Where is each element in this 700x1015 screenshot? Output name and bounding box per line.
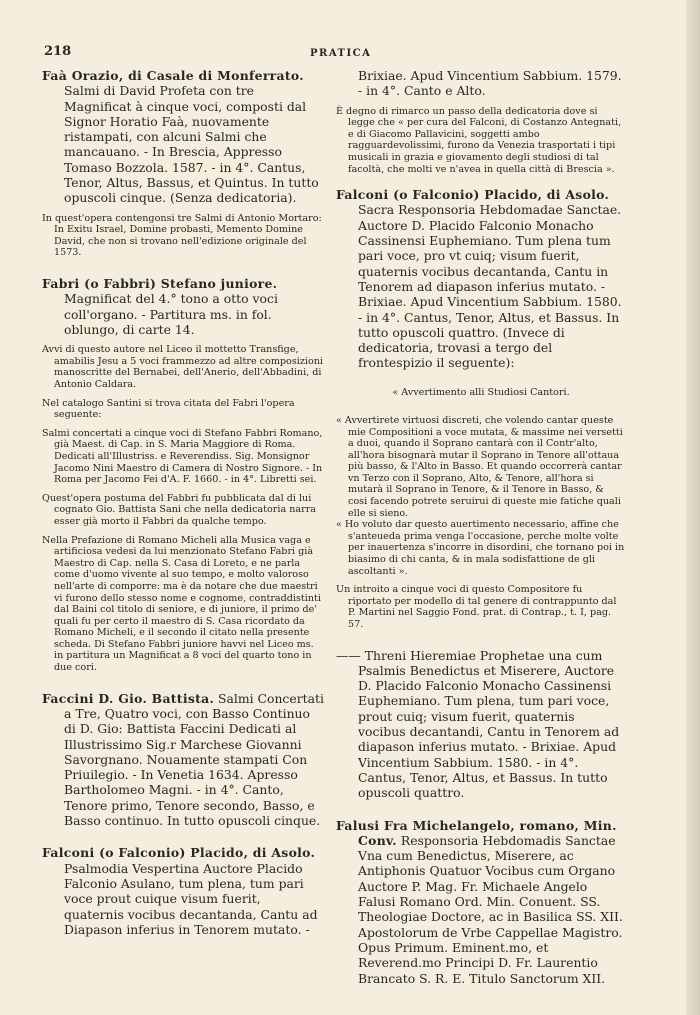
entry-heading: Falconi (o Falconio) Placido, di Asolo.	[42, 845, 316, 861]
entry-threni	[336, 648, 626, 801]
page-gutter-shadow	[686, 0, 700, 1015]
note-introito: Un introito a cinque voci di questo Compositore fu riportato per modello di tal genere di contrappunto dal P. Martini nel Saggio Fond. prat. di Contrap., t. I, pag. 57.	[336, 584, 617, 630]
entry-body: Salmi di David Profeta con tre Magnificat à cinque voci, composti dal Signor Horatio Faà, nuovamente ristampati, con alcuni Salmi che mancauano. - In Brescia, Appresso Tomaso Bozzola. 1587. - in 4°. Cantus, Tenor, Altus, Bassus, et Quintus. In tutto opuscoli cinque. (Senza dedicatoria).	[64, 83, 319, 206]
note-falconi-1: È degno di rimarco un passo della dedicatoria dove si legge che « per cura del Falconi, di Costanzo Antegnati, e di Giacomo Pallavicini, soggetti ambo ragguardevolissimi, furono da Venezia trasportati i tipi musicali in grazia e giovamento degli studiosi di tal facoltà, che molti ve n'avea in quella città di Brescia ».	[336, 105, 622, 175]
entry-fabri	[42, 276, 324, 337]
entry-body: Sacra Responsoria Hebdomadae Sanctae. Auctore D. Placido Falconio Monacho Cassinensi Euphemiano. Tum plena tum pari voce, pro vt cuiq; visum fuerit, quaternis vocibus decantanda, Cantu in Tenorem ad diapason inferius mutato. - Brixiae. Apud Vincentium Sabbium. 1580. - in 4°. Cantus, Tenor, Altus, et Bassus. In tutto opuscoli quattro. (Invece di dedicatoria, trovasi a tergo del frontespizio il seguente):	[358, 202, 622, 371]
note-faa: In quest'opera contengonsi tre Salmi di Antonio Mortaro: In Exitu Israel, Domine probasti, Memento Domine David, che non si trovano nell'edizione originale del 1573.	[42, 212, 322, 259]
entry-heading: Falconi (o Falconio) Placido, di Asolo.	[336, 187, 610, 203]
running-head: PRATICA	[310, 48, 372, 59]
entry-body: Psalmodia Vespertina Auctore Placido Falconio Asulano, tum plena, tum pari voce prout cuique visum fuerit, quaternis vocibus decantanda, Cantu ad Diapason inferius in Tenorem mutato. -	[64, 860, 318, 937]
entry-heading: Faà Orazio, di Casale di Monferrato.	[42, 68, 304, 83]
entry-body: Magnificat del 4.° tono a otto voci coll'organo. - Partitura ms. in fol. oblungo, di carte 14.	[64, 291, 278, 337]
note-fabri-5: Nella Prefazione di Romano Micheli alla Musica vaga e artificiosa vedesi da lui menzionato Stefano Fabri già Maestro di Cap. nella S. Casa di Loreto, e ne parla come d'uomo vivente al suo tempo, e molto valoroso nell'arte di comporre: ma è da notare che due maestri vi furono dello stesso nome e cognome, contraddistinti dal Baini col titolo di seniore, e di juniore, il primo de' quali fu per certo il maestro di S. Casa ricordato da Romano Micheli, e il secondo il citato nella presente scheda. Di Stefano Fabbri juniore havvi nel Liceo ms. in partitura un Magnificat a 8 voci del quarto tono in due cori.	[42, 534, 321, 674]
note-fabri-3: Salmi concertati a cinque voci di Stefano Fabbri Romano, già Maest. di Cap. in S. Maria Maggiore di Roma. Dedicati all'Illustriss. e Reverendiss. Sig. Monsignor Jacomo Nini Maestro di Camera di Nostro Signore. - In Roma per Jacomo Fei d'A. F. 1660. - in 4°. Libretti sei.	[42, 427, 323, 486]
entry-falconi-2	[336, 187, 626, 371]
note-fabri-4: Quest'opera postuma del Fabbri fu pubblicata dal di lui cognato Gio. Battista Sani che nella dedicatoria narra esser già morto il Fabbri da qualche tempo.	[42, 492, 317, 527]
avvertimento-title: « Avvertimento alli Studiosi Cantori.	[392, 387, 570, 399]
entry-faccini	[42, 691, 324, 829]
note-fabri-2: Nel catalogo Santini si trova citata del Fabri l'opera seguente:	[42, 397, 295, 421]
entry-body: Responsoria Hebdomadis Sanctae Vna cum Benedictus, Miserere, ac Antiphonis Quatuor Vocibus cum Organo Auctore P. Mag. Fr. Michaele Angelo Falusi Romano Ord. Min. Conuent. SS. Theologiae Doctore, ac in Basilica SS. XII. Apostolorum de Vrbe Cappellae Magistro. Opus Primum. Eminent.mo, et Reverend.mo Principi D. Fr. Laurentio Brancato S. R. E. Titulo Sanctorum XII.	[358, 832, 623, 986]
entry-heading: Fabri (o Fabbri) Stefano juniore.	[42, 276, 278, 292]
entry-body: Salmi Concertati a Tre, Quatro voci, con Basso Continuo di D. Gio: Battista Faccini Dedicati al Illustrissimo Sig.r Marchese Giovanni Savorgnano. Nouamente stampati Con Priuilegio. - In Venetia 1634. Apresso Bartholomeo Magni. - in 4°. Canto, Tenore primo, Tenore secondo, Basso, e Basso continuo. In tutto opuscoli cinque.	[64, 690, 324, 829]
entry-falconi-1-continued: Brixiae. Apud Vincentium Sabbium. 1579. - in 4°. Canto e Alto.	[358, 68, 622, 99]
note-fabri-1: Avvi di questo autore nel Liceo il mottetto Transfige, amabilis Jesu a 5 voci frammezzo ad altre composizioni manoscritte del Bernabei, dell'Anerio, dell'Abbadini, di Antonio Caldara.	[42, 344, 323, 391]
entry-faa	[42, 68, 324, 206]
avvertimento-text-2: « Ho voluto dar questo auertimento necessario, affine che s'anteueda prima venga l'occasione, perche molte volte per inauertenza s'incorre in disordini, che tornano poi in biasimo di chi canta, & in mala sodisfattione de gli ascoltanti ».	[336, 519, 625, 577]
page-number: 218	[44, 44, 72, 59]
entry-heading: Faccini D. Gio. Battista.	[42, 690, 215, 706]
entry-heading: Falusi Fra Michelangelo, romano, Min. Conv.	[336, 817, 617, 848]
entry-body: Threni Hieremiae Prophetae una cum Psalmis Benedictus et Miserere, Auctore D. Placido Falconio Monacho Cassinensi Euphemiano. Tum plena, tum pari voce, prout cuiq; visum fuerit, quaternis vocibus decantandi, Cantu in Tenorem ad diapason inferius mutato. - Brixiae. Apud Vincentium Sabbium. 1580. - in 4°. Cantus, Tenor, Altus, et Bassus. In tutto opuscoli quattro.	[358, 647, 620, 801]
entry-falconi-1	[42, 845, 324, 937]
entry-falusi	[336, 818, 626, 986]
left-column	[42, 68, 324, 937]
ditto-dash: ——	[336, 647, 361, 663]
avvertimento-text-1: « Avvertirete virtuosi discreti, che volendo cantar queste mie Compositioni a voce mutata, & massime nei versetti a duoi, quando il Soprano cantarà con il Contr'alto, all'hora bisognarà mutar il Soprano in Tenore all'ottaua più basso, & l'Alto in Basso. Et quando occorrerà cantar vn Terzo con il Soprano, Alto, & Tenore, all'hora si mutarà il Soprano in Tenore, & il Tenore in Basso, & cosi facendo potrete seruirui di queste mie fatiche quali elle si sieno.	[336, 414, 623, 519]
right-column	[336, 68, 626, 986]
